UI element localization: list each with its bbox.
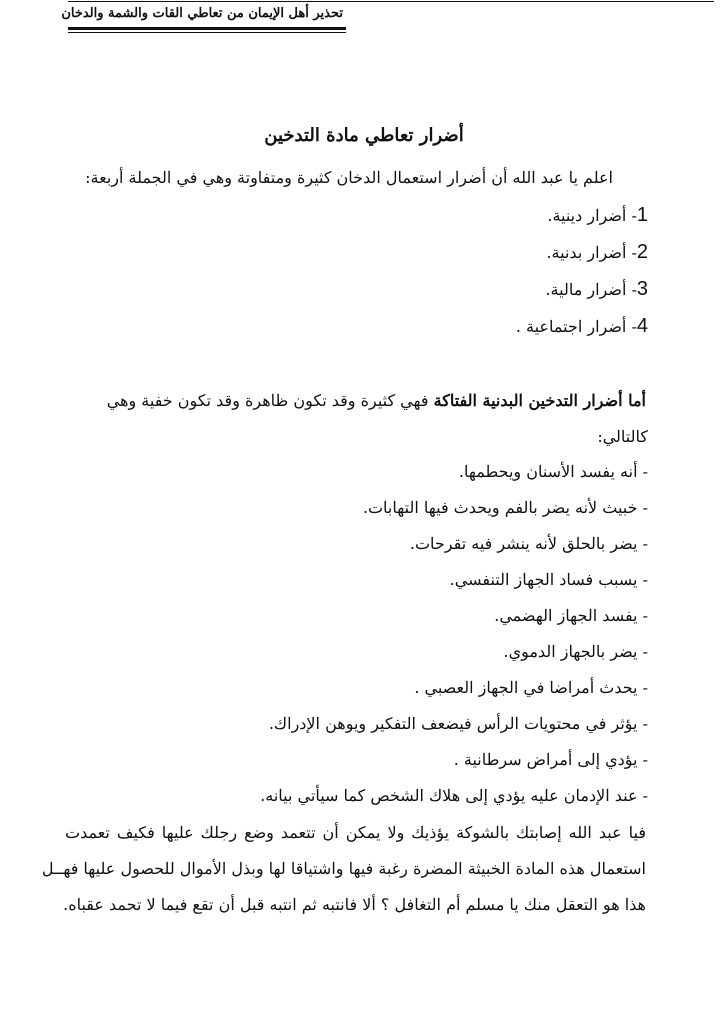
- harm-type-number: 3: [636, 278, 648, 300]
- harm-type-number: 4: [636, 315, 648, 337]
- harm-type-item-3: [545, 277, 648, 302]
- harm-type-item-2: [546, 240, 648, 265]
- physical-harms-heading-bold: أما أضرار التدخين البدنية الفتاكة: [433, 391, 646, 410]
- harm-type-text: - أضرار دينية.: [547, 206, 637, 225]
- harm-type-number: 1: [636, 204, 648, 226]
- harm-type-text: - أضرار بدنية.: [546, 243, 637, 262]
- closing-paragraph-line-1: فيا عبد الله إصابتك بالشوكة يؤذيك ولا يمكن أن تتعمد وضع رجلك عليها فكيف تعمدت: [65, 823, 646, 842]
- running-header-title: تحذير أهل الإيمان من تعاطي القات والشمة والدخان: [61, 6, 343, 21]
- physical-harm-item: - يحدث أمراضا في الجهاز العصبي .: [414, 678, 648, 697]
- physical-harm-item: - يضر بالحلق لأنه ينشر فيه تقرحات.: [409, 534, 648, 553]
- closing-paragraph-line-3: هذا هو التعقل منك يا مسلم أم التغافل ؟ ألا فانتبه ثم انتبه قبل أن تقع فيما لا تحمد عقباه.: [63, 895, 646, 914]
- physical-harm-item: - أنه يفسد الأسنان ويحطمها.: [458, 462, 648, 481]
- harm-type-text: - أضرار مالية.: [545, 280, 637, 299]
- physical-harms-heading: [107, 389, 646, 413]
- harm-type-item-4: [516, 314, 648, 339]
- closing-paragraph-line-2: استعمال هذه المادة الخبيثة المضرة رغبة فيها واشتياقا لها وبذل الأموال للحصول عليها فهــل: [41, 859, 646, 878]
- physical-harm-item: - يؤدي إلى أمراض سرطانية .: [453, 750, 648, 769]
- physical-harm-item: - يؤثر في محتويات الرأس فيضعف التفكير ويوهن الإدراك.: [268, 714, 648, 733]
- physical-harm-item: - يفسد الجهاز الهضمي.: [494, 606, 648, 625]
- physical-harm-item: - عند الإدمان عليه يؤدي إلى هلاك الشخص كما سيأتي بيانه.: [260, 786, 648, 805]
- physical-harm-item: - خبيث لأنه يضر بالفم ويحدث فيها التهابات.: [362, 498, 648, 517]
- harm-type-item-1: [547, 203, 648, 228]
- header-top-rule: [68, 1, 714, 2]
- physical-harm-item: - يسبب فساد الجهاز التنفسي.: [449, 570, 648, 589]
- harm-type-number: 2: [636, 241, 648, 263]
- physical-harms-heading-rest: فهي كثيرة وقد تكون ظاهرة وقد تكون خفية وهي: [106, 391, 434, 410]
- physical-harms-continuation: كالتالي:: [597, 427, 648, 446]
- physical-harm-item: - يضر بالجهاز الدموي.: [503, 642, 648, 661]
- intro-paragraph: اعلم يا عبد الله أن أضرار استعمال الدخان كثيرة ومتفاوتة وهي في الجملة أربعة:: [85, 168, 613, 187]
- harm-type-text: - أضرار اجتماعية .: [515, 317, 637, 336]
- section-title: أضرار تعاطي مادة التدخين: [264, 125, 464, 146]
- header-underline-rule: [68, 27, 346, 30]
